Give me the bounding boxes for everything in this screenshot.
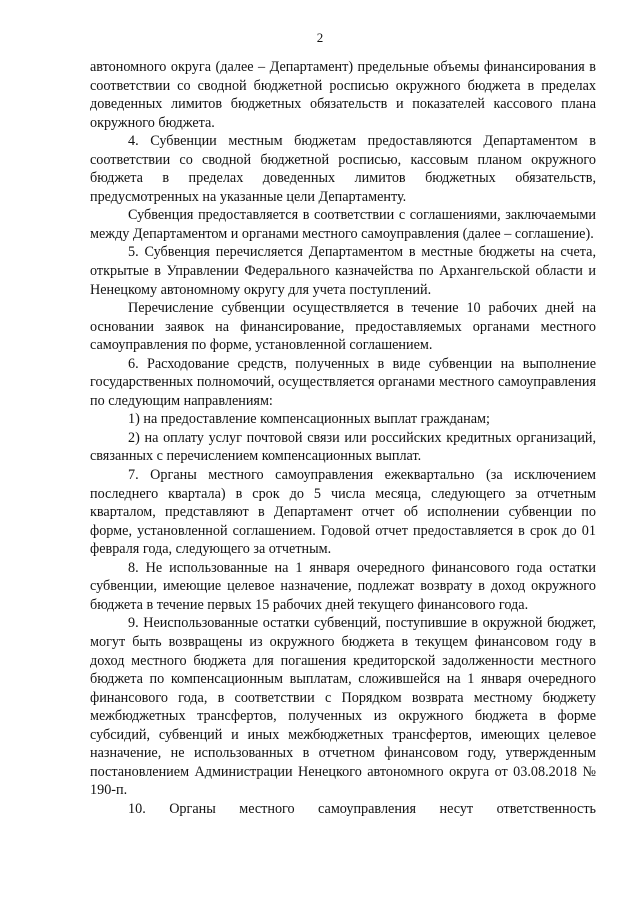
paragraph-item-9: 9. Неиспользованные остатки субвенций, поступившие в окружной бюджет, могут быть возвращены из окружного бюджета в текущем финансовом году в доход местного бюджета для погашения кредиторской задолженности местного бюджета по компенсационным выплатам, сложившейся на 1 января очередного финансового года, в соответствии с Порядком возврата местному бюджету межбюджетных трансфертов, полученных из окружного бюджета в форме субсидий, субвенций и иных межбюджетных трансфертов, имеющих целевое назначение, не использованных в отчетном финансовом году, утвержденным постановлением Администрации Ненецкого автономного округа от 03.08.2018 № 190-п. [90, 615, 596, 799]
list-item-2: 2) на оплату услуг почтовой связи или российских кредитных организаций, связанных с перечислением компенсационных выплат. [90, 429, 596, 465]
document-body [90, 58, 596, 818]
paragraph-transfer-terms: Перечисление субвенции осуществляется в течение 10 рабочих дней на основании заявок на финансирование, предоставляемых органами местного самоуправления по форме, установленной соглашением. [90, 300, 596, 354]
paragraph-item-6: 6. Расходование средств, полученных в виде субвенции на выполнение государственных полномочий, осуществляется органами местного самоуправления по следующим направлениям: [90, 355, 596, 409]
paragraph-item-10: 10. Органы местного самоуправления несут ответственность [128, 800, 596, 817]
paragraph-item-7: 7. Органы местного самоуправления ежеквартально (за исключением последнего квартала) в срок до 5 числа месяца, следующего за отчетным кварталом, представляют в Департамент отчет об исполнении субвенции по форме, установленной соглашением. Годовой отчет предоставляется в срок до 01 февраля года, следующего за отчетным. [90, 467, 596, 558]
paragraph-item-4: 4. Субвенции местным бюджетам предоставляются Департаментом в соответствии со сводной бюджетной росписью, кассовым планом окружного бюджета в пределах доведенных лимитов бюджетных обязательств, предусмотренных на указанные цели Департаменту. [90, 133, 596, 205]
paragraph-item-8: 8. Не использованные на 1 января очередного финансового года остатки субвенции, имеющие целевое назначение, подлежат возврату в доход окружного бюджета в течение первых 15 рабочих дней текущего финансового года. [90, 559, 596, 613]
paragraph-agreement: Субвенция предоставляется в соответствии с соглашениями, заключаемыми между Департаментом и органами местного самоуправления (далее – соглашение). [90, 207, 596, 242]
list-item-1: 1) на предоставление компенсационных выплат гражданам; [128, 411, 490, 428]
page-number: 2 [316, 30, 324, 45]
paragraph-item-5: 5. Субвенция перечисляется Департаментом в местные бюджеты на счета, открытые в Управлении Федерального казначейства по Архангельской области и Ненецкому автономному округу для учета поступлений. [90, 244, 596, 298]
paragraph-continuation: автономного округа (далее – Департамент) предельные объемы финансирования в соответствии со сводной бюджетной росписью окружного бюджета в пределах доведенных лимитов бюджетных обязательств и показателей кассового плана окружного бюджета. [90, 59, 596, 131]
